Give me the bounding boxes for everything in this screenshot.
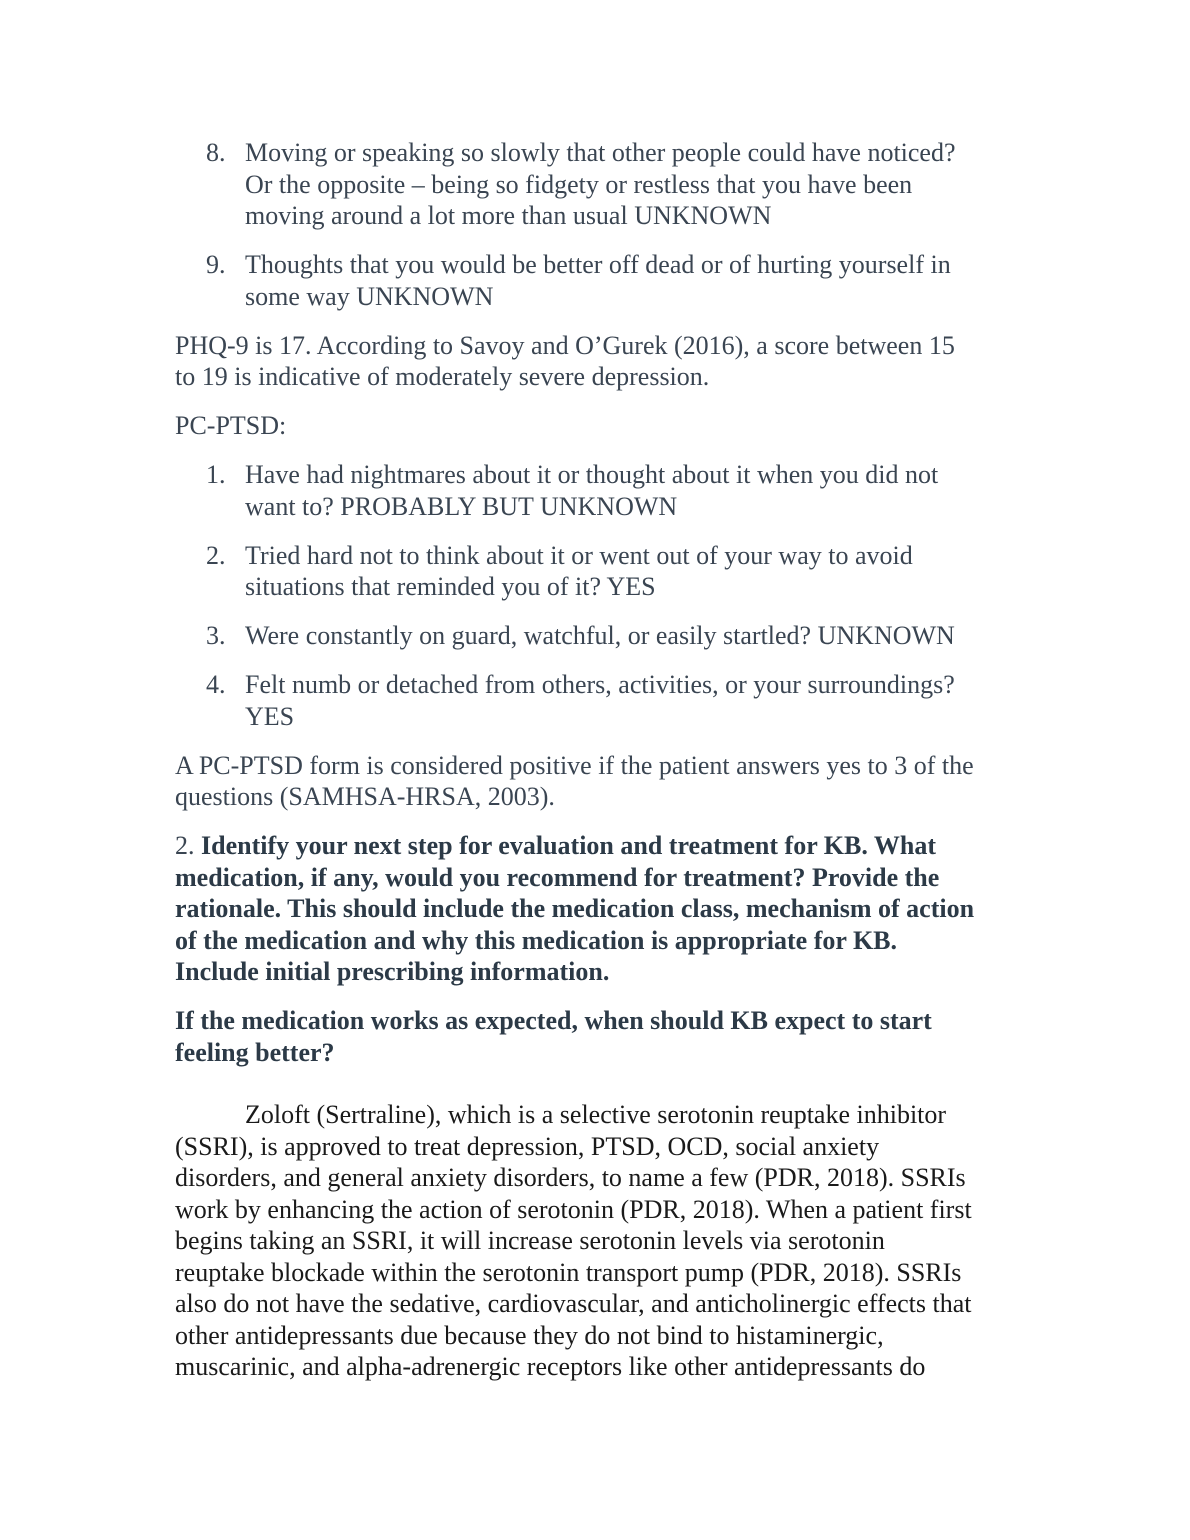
question-text: rationale. This should include the medication class, mechanism of action xyxy=(175,894,975,923)
spacer xyxy=(175,603,1025,621)
spacer xyxy=(175,988,1025,1006)
question-first-line xyxy=(175,830,1025,862)
question-2 xyxy=(175,830,1025,988)
item-line: YES xyxy=(245,701,295,731)
question-text: feeling better? xyxy=(175,1037,335,1067)
answer-line: other antidepressants due because they do not bind to histaminergic, xyxy=(175,1320,884,1350)
list-item xyxy=(175,540,1025,603)
list-item xyxy=(175,137,1025,232)
answer-line: disorders, and general anxiety disorders, to name a few (PDR, 2018). SSRIs xyxy=(175,1163,966,1192)
item-line: moving around a lot more than usual UNKNOWN xyxy=(245,201,772,230)
text-line: A PC-PTSD form is considered positive if the patient answers yes to 3 of the xyxy=(175,750,974,780)
item-line: Thoughts that you would be better off dead or of hurting yourself in xyxy=(245,250,951,279)
answer-line: work by enhancing the action of serotonin (PDR, 2018). When a patient first xyxy=(175,1194,972,1224)
item-line: some way UNKNOWN xyxy=(245,281,494,311)
answer-line: muscarinic, and alpha-adrenergic receptors like other antidepressants do xyxy=(175,1352,926,1381)
spacer xyxy=(175,813,1025,831)
question-text: medication, if any, would you recommend for treatment? Provide the xyxy=(175,862,940,892)
answer-line: reuptake blockade within the serotonin transport pump (PDR, 2018). SSRIs xyxy=(175,1257,962,1287)
item-line: want to? PROBABLY BUT UNKNOWN xyxy=(245,491,678,521)
item-number: 8. xyxy=(206,138,226,167)
spacer xyxy=(175,652,1025,670)
pcptsd-list xyxy=(175,459,1025,732)
item-line: situations that reminded you of it? YES xyxy=(245,572,656,601)
spacer xyxy=(175,232,1025,250)
spacer xyxy=(175,1068,1025,1099)
item-number: 1. xyxy=(206,460,226,489)
answer-paragraph xyxy=(175,1099,1025,1383)
answer-line: Zoloft (Sertraline), which is a selective serotonin reuptake inhibitor xyxy=(245,1100,947,1129)
question-text: of the medication and why this medication is appropriate for KB. xyxy=(175,925,898,955)
answer-line: begins taking an SSRI, it will increase serotonin levels via serotonin xyxy=(175,1226,885,1255)
item-number: 4. xyxy=(206,670,226,699)
spacer xyxy=(175,522,1025,540)
item-line: Tried hard not to think about it or went out of your way to avoid xyxy=(245,540,913,570)
item-number: 9. xyxy=(206,250,226,279)
question-text: Identify your next step for evaluation and treatment for KB. What xyxy=(194,831,936,860)
spacer xyxy=(175,442,1025,460)
text-line: questions (SAMHSA-HRSA, 2003). xyxy=(175,782,555,811)
answer-line: also do not have the sedative, cardiovascular, and anticholinergic effects that xyxy=(175,1289,972,1318)
item-line: Moving or speaking so slowly that other people could have noticed? xyxy=(245,138,956,167)
answer-line: (SSRI), is approved to treat depression, PTSD, OCD, social anxiety xyxy=(175,1131,880,1161)
list-item xyxy=(175,459,1025,522)
pcptsd-heading: PC-PTSD: xyxy=(175,411,287,440)
question-number: 2. xyxy=(175,831,195,860)
list-item xyxy=(175,620,1025,652)
text-line: PHQ-9 is 17. According to Savoy and O’Gurek (2016), a score between 15 xyxy=(175,330,955,360)
item-line: Felt numb or detached from others, activities, or your surroundings? xyxy=(245,670,955,699)
spacer xyxy=(175,312,1025,330)
question-3 xyxy=(175,1005,1025,1068)
question-text: If the medication works as expected, when should KB expect to start xyxy=(175,1006,932,1035)
item-line: Or the opposite – being so fidgety or restless that you have been xyxy=(245,169,913,199)
spacer xyxy=(175,393,1025,411)
list-item xyxy=(175,249,1025,312)
text-line: to 19 is indicative of moderately severe depression. xyxy=(175,362,710,391)
item-line: Have had nightmares about it or thought about it when you did not xyxy=(245,460,939,489)
item-line: Were constantly on guard, watchful, or easily startled? UNKNOWN xyxy=(245,621,955,650)
question-text: Include initial prescribing information. xyxy=(175,957,610,986)
spacer xyxy=(175,732,1025,750)
item-number: 2. xyxy=(206,540,226,570)
pcptsd-summary xyxy=(175,750,1025,813)
document-page xyxy=(175,137,1025,1383)
list-item xyxy=(175,669,1025,732)
phq-list xyxy=(175,137,1025,312)
item-number: 3. xyxy=(206,621,226,650)
phq-summary xyxy=(175,330,1025,393)
